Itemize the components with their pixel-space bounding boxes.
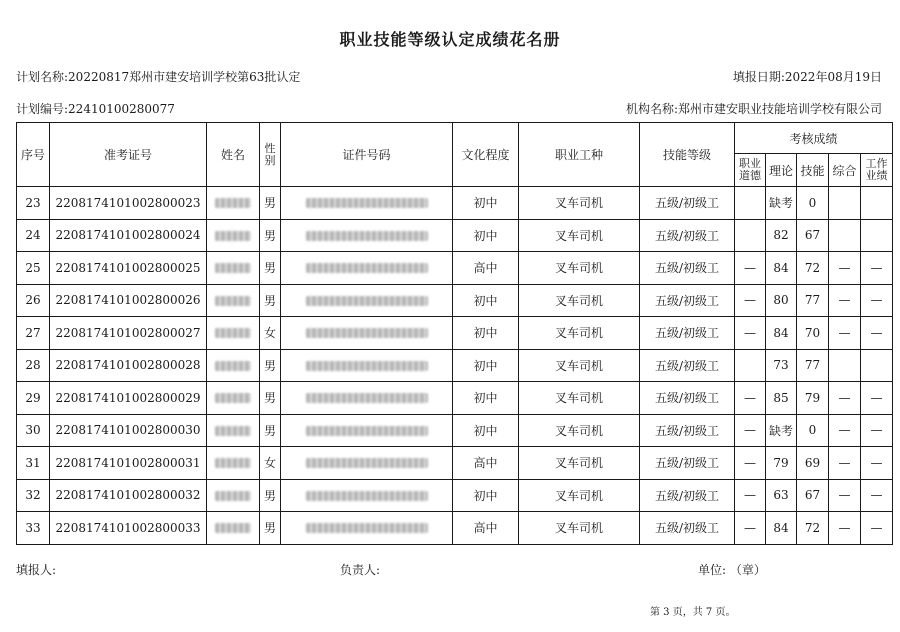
cell-name bbox=[207, 382, 260, 415]
cell-education: 初中 bbox=[453, 382, 519, 415]
redacted-id bbox=[306, 263, 428, 273]
table-row bbox=[17, 284, 893, 317]
cell-ethics bbox=[735, 187, 766, 220]
cell-skill: 67 bbox=[797, 479, 829, 512]
redacted-id bbox=[306, 198, 428, 208]
organization-label: 机构名称: bbox=[625, 102, 678, 116]
cell-skill: 69 bbox=[797, 447, 829, 480]
redacted-name bbox=[215, 523, 251, 533]
footer-filler: 填报人: bbox=[16, 563, 57, 577]
plan-number bbox=[16, 100, 175, 117]
cell-skill: 0 bbox=[797, 414, 829, 447]
table-row bbox=[17, 382, 893, 415]
cell-theory: 84 bbox=[766, 512, 797, 545]
cell-skill-level: 五级/初级工 bbox=[640, 349, 735, 382]
cell-overall bbox=[829, 187, 861, 220]
cell-skill: 70 bbox=[797, 317, 829, 350]
cell-id-number bbox=[281, 447, 453, 480]
organization bbox=[626, 100, 882, 117]
redacted-name bbox=[215, 328, 251, 338]
plan-number-value: 22410100280077 bbox=[68, 102, 175, 116]
header-ticket-number: 准考证号 bbox=[50, 123, 207, 187]
header-id-number: 证件号码 bbox=[281, 123, 453, 187]
cell-gender: 男 bbox=[260, 382, 281, 415]
cell-education: 初中 bbox=[453, 349, 519, 382]
cell-name bbox=[207, 284, 260, 317]
cell-seq: 32 bbox=[17, 479, 50, 512]
cell-occupation: 叉车司机 bbox=[519, 512, 640, 545]
header-name: 姓名 bbox=[207, 123, 260, 187]
redacted-name bbox=[215, 393, 251, 403]
cell-occupation: 叉车司机 bbox=[519, 219, 640, 252]
cell-occupation: 叉车司机 bbox=[519, 414, 640, 447]
cell-gender: 男 bbox=[260, 284, 281, 317]
redacted-name bbox=[215, 361, 251, 371]
redacted-name bbox=[215, 263, 251, 273]
cell-overall bbox=[829, 219, 861, 252]
cell-ticket-number: 2208174101002800027 bbox=[50, 317, 207, 350]
table-row bbox=[17, 414, 893, 447]
redacted-name bbox=[215, 231, 251, 241]
cell-skill-level: 五级/初级工 bbox=[640, 479, 735, 512]
cell-work-performance: — bbox=[861, 252, 893, 285]
cell-overall: — bbox=[829, 447, 861, 480]
cell-ticket-number: 2208174101002800031 bbox=[50, 447, 207, 480]
cell-name bbox=[207, 349, 260, 382]
cell-id-number bbox=[281, 252, 453, 285]
cell-gender: 男 bbox=[260, 512, 281, 545]
cell-skill: 77 bbox=[797, 284, 829, 317]
cell-theory: 82 bbox=[766, 219, 797, 252]
cell-ethics bbox=[735, 219, 766, 252]
cell-work-performance bbox=[861, 187, 893, 220]
cell-work-performance: — bbox=[861, 382, 893, 415]
cell-education: 高中 bbox=[453, 447, 519, 480]
table-row bbox=[17, 317, 893, 350]
header-work-performance: 工作业绩 bbox=[861, 154, 893, 187]
cell-overall: — bbox=[829, 284, 861, 317]
cell-skill-level: 五级/初级工 bbox=[640, 317, 735, 350]
cell-occupation: 叉车司机 bbox=[519, 349, 640, 382]
cell-name bbox=[207, 479, 260, 512]
header-theory: 理论 bbox=[766, 154, 797, 187]
cell-skill: 79 bbox=[797, 382, 829, 415]
cell-ethics: — bbox=[735, 447, 766, 480]
report-date bbox=[733, 68, 882, 85]
cell-ticket-number: 220817410100280002​3 bbox=[50, 187, 207, 220]
cell-seq: 28 bbox=[17, 349, 50, 382]
cell-theory: 80 bbox=[766, 284, 797, 317]
redacted-id bbox=[306, 361, 428, 371]
cell-theory: 缺考 bbox=[766, 187, 797, 220]
cell-skill-level: 五级/初级工 bbox=[640, 382, 735, 415]
cell-skill-level: 五级/初级工 bbox=[640, 252, 735, 285]
cell-skill-level: 五级/初级工 bbox=[640, 447, 735, 480]
score-roster-table bbox=[16, 122, 893, 545]
cell-ethics: — bbox=[735, 382, 766, 415]
redacted-id bbox=[306, 426, 428, 436]
cell-id-number bbox=[281, 479, 453, 512]
cell-education: 初中 bbox=[453, 284, 519, 317]
cell-skill-level: 五级/初级工 bbox=[640, 284, 735, 317]
cell-ticket-number: 2208174101002800029 bbox=[50, 382, 207, 415]
cell-name bbox=[207, 512, 260, 545]
cell-overall: — bbox=[829, 479, 861, 512]
cell-skill-level: 五级/初级工 bbox=[640, 219, 735, 252]
cell-name bbox=[207, 414, 260, 447]
redacted-id bbox=[306, 296, 428, 306]
cell-gender: 男 bbox=[260, 187, 281, 220]
redacted-id bbox=[306, 393, 428, 403]
cell-id-number bbox=[281, 512, 453, 545]
cell-ticket-number: 2208174101002800028 bbox=[50, 349, 207, 382]
cell-overall: — bbox=[829, 252, 861, 285]
header-ethics: 职业道德 bbox=[735, 154, 766, 187]
redacted-name bbox=[215, 296, 251, 306]
cell-education: 初中 bbox=[453, 187, 519, 220]
cell-gender: 男 bbox=[260, 414, 281, 447]
redacted-id bbox=[306, 458, 428, 468]
cell-name bbox=[207, 219, 260, 252]
cell-skill: 72 bbox=[797, 512, 829, 545]
table-row bbox=[17, 187, 893, 220]
roster-body bbox=[17, 187, 893, 545]
table-row bbox=[17, 219, 893, 252]
redacted-name bbox=[215, 198, 251, 208]
cell-theory: 63 bbox=[766, 479, 797, 512]
plan-name-value: 20220817郑州市建安培训学校第63批认定 bbox=[68, 70, 301, 84]
cell-skill: 67 bbox=[797, 219, 829, 252]
cell-education: 高中 bbox=[453, 252, 519, 285]
cell-work-performance: — bbox=[861, 414, 893, 447]
header-gender: 性别 bbox=[260, 123, 281, 187]
cell-ticket-number: 2208174101002800024 bbox=[50, 219, 207, 252]
cell-work-performance: — bbox=[861, 317, 893, 350]
cell-ethics: — bbox=[735, 317, 766, 350]
cell-overall: — bbox=[829, 414, 861, 447]
table-row bbox=[17, 479, 893, 512]
cell-skill-level: 五级/初级工 bbox=[640, 512, 735, 545]
cell-gender: 男 bbox=[260, 349, 281, 382]
page-number: 第 3 页，共 7 页。 bbox=[650, 607, 736, 618]
table-row bbox=[17, 252, 893, 285]
cell-theory: 73 bbox=[766, 349, 797, 382]
header-occupation: 职业工种 bbox=[519, 123, 640, 187]
cell-gender: 男 bbox=[260, 252, 281, 285]
cell-theory: 84 bbox=[766, 252, 797, 285]
cell-theory: 84 bbox=[766, 317, 797, 350]
cell-skill-level: 五级/初级工 bbox=[640, 187, 735, 220]
table-row bbox=[17, 349, 893, 382]
cell-ethics: — bbox=[735, 479, 766, 512]
organization-value: 郑州市建安职业技能培训学校有限公司 bbox=[677, 102, 882, 116]
cell-gender: 男 bbox=[260, 219, 281, 252]
cell-seq: 31 bbox=[17, 447, 50, 480]
footer-responsible: 负责人: bbox=[340, 563, 381, 577]
cell-work-performance: — bbox=[861, 512, 893, 545]
header-education: 文化程度 bbox=[453, 123, 519, 187]
cell-ethics: — bbox=[735, 284, 766, 317]
document-title: 职业技能等级认定成绩花名册 bbox=[339, 30, 561, 49]
cell-gender: 女 bbox=[260, 317, 281, 350]
cell-skill: 77 bbox=[797, 349, 829, 382]
report-date-label: 填报日期: bbox=[732, 70, 785, 84]
cell-skill-level: 五级/初级工 bbox=[640, 414, 735, 447]
cell-work-performance: — bbox=[861, 447, 893, 480]
cell-theory: 缺考 bbox=[766, 414, 797, 447]
header-seq: 序号 bbox=[17, 123, 50, 187]
redacted-id bbox=[306, 491, 428, 501]
cell-theory: 85 bbox=[766, 382, 797, 415]
cell-overall: — bbox=[829, 382, 861, 415]
plan-number-label: 计划编号: bbox=[16, 102, 69, 116]
cell-seq: 30 bbox=[17, 414, 50, 447]
cell-ethics: — bbox=[735, 252, 766, 285]
cell-ticket-number: 2208174101002800030 bbox=[50, 414, 207, 447]
header-overall: 综合 bbox=[829, 154, 861, 187]
header-skill-level: 技能等级 bbox=[640, 123, 735, 187]
table-row bbox=[17, 512, 893, 545]
cell-occupation: 叉车司机 bbox=[519, 382, 640, 415]
cell-seq: 25 bbox=[17, 252, 50, 285]
cell-seq: 24 bbox=[17, 219, 50, 252]
cell-work-performance bbox=[861, 349, 893, 382]
cell-education: 高中 bbox=[453, 512, 519, 545]
cell-id-number bbox=[281, 382, 453, 415]
cell-seq: 27 bbox=[17, 317, 50, 350]
cell-education: 初中 bbox=[453, 317, 519, 350]
cell-occupation: 叉车司机 bbox=[519, 479, 640, 512]
cell-occupation: 叉车司机 bbox=[519, 317, 640, 350]
table-row bbox=[17, 447, 893, 480]
cell-ticket-number: 2208174101002800033 bbox=[50, 512, 207, 545]
cell-theory: 79 bbox=[766, 447, 797, 480]
cell-id-number bbox=[281, 187, 453, 220]
header-skill: 技能 bbox=[797, 154, 829, 187]
redacted-id bbox=[306, 231, 428, 241]
cell-skill: 72 bbox=[797, 252, 829, 285]
cell-education: 初中 bbox=[453, 219, 519, 252]
redacted-id bbox=[306, 523, 428, 533]
cell-name bbox=[207, 317, 260, 350]
cell-ethics bbox=[735, 349, 766, 382]
cell-id-number bbox=[281, 317, 453, 350]
cell-work-performance bbox=[861, 219, 893, 252]
cell-gender: 男 bbox=[260, 479, 281, 512]
cell-occupation: 叉车司机 bbox=[519, 447, 640, 480]
cell-id-number bbox=[281, 219, 453, 252]
cell-ticket-number: 2208174101002800032 bbox=[50, 479, 207, 512]
plan-name bbox=[16, 68, 300, 85]
cell-skill: 0 bbox=[797, 187, 829, 220]
cell-name bbox=[207, 187, 260, 220]
redacted-id bbox=[306, 328, 428, 338]
cell-ticket-number: 2208174101002800025 bbox=[50, 252, 207, 285]
cell-name bbox=[207, 447, 260, 480]
cell-occupation: 叉车司机 bbox=[519, 284, 640, 317]
cell-occupation: 叉车司机 bbox=[519, 252, 640, 285]
cell-ethics: — bbox=[735, 512, 766, 545]
cell-work-performance: — bbox=[861, 284, 893, 317]
footer-unit: 单位: （章） bbox=[698, 563, 766, 577]
cell-overall bbox=[829, 349, 861, 382]
cell-id-number bbox=[281, 414, 453, 447]
cell-name bbox=[207, 252, 260, 285]
header-assessment-scores: 考核成绩 bbox=[735, 123, 893, 154]
redacted-name bbox=[215, 458, 251, 468]
cell-id-number bbox=[281, 284, 453, 317]
cell-overall: — bbox=[829, 317, 861, 350]
cell-seq: 29 bbox=[17, 382, 50, 415]
cell-education: 初中 bbox=[453, 414, 519, 447]
cell-seq: 33 bbox=[17, 512, 50, 545]
report-date-value: 2022年08月19日 bbox=[784, 70, 882, 84]
cell-seq: 26 bbox=[17, 284, 50, 317]
cell-occupation: 叉车司机 bbox=[519, 187, 640, 220]
plan-name-label: 计划名称: bbox=[16, 70, 69, 84]
cell-ethics: — bbox=[735, 414, 766, 447]
cell-work-performance: — bbox=[861, 479, 893, 512]
cell-education: 初中 bbox=[453, 479, 519, 512]
redacted-name bbox=[215, 491, 251, 501]
cell-ticket-number: 2208174101002800026 bbox=[50, 284, 207, 317]
cell-id-number bbox=[281, 349, 453, 382]
cell-overall: — bbox=[829, 512, 861, 545]
cell-seq: 23 bbox=[17, 187, 50, 220]
cell-gender: 女 bbox=[260, 447, 281, 480]
redacted-name bbox=[215, 426, 251, 436]
